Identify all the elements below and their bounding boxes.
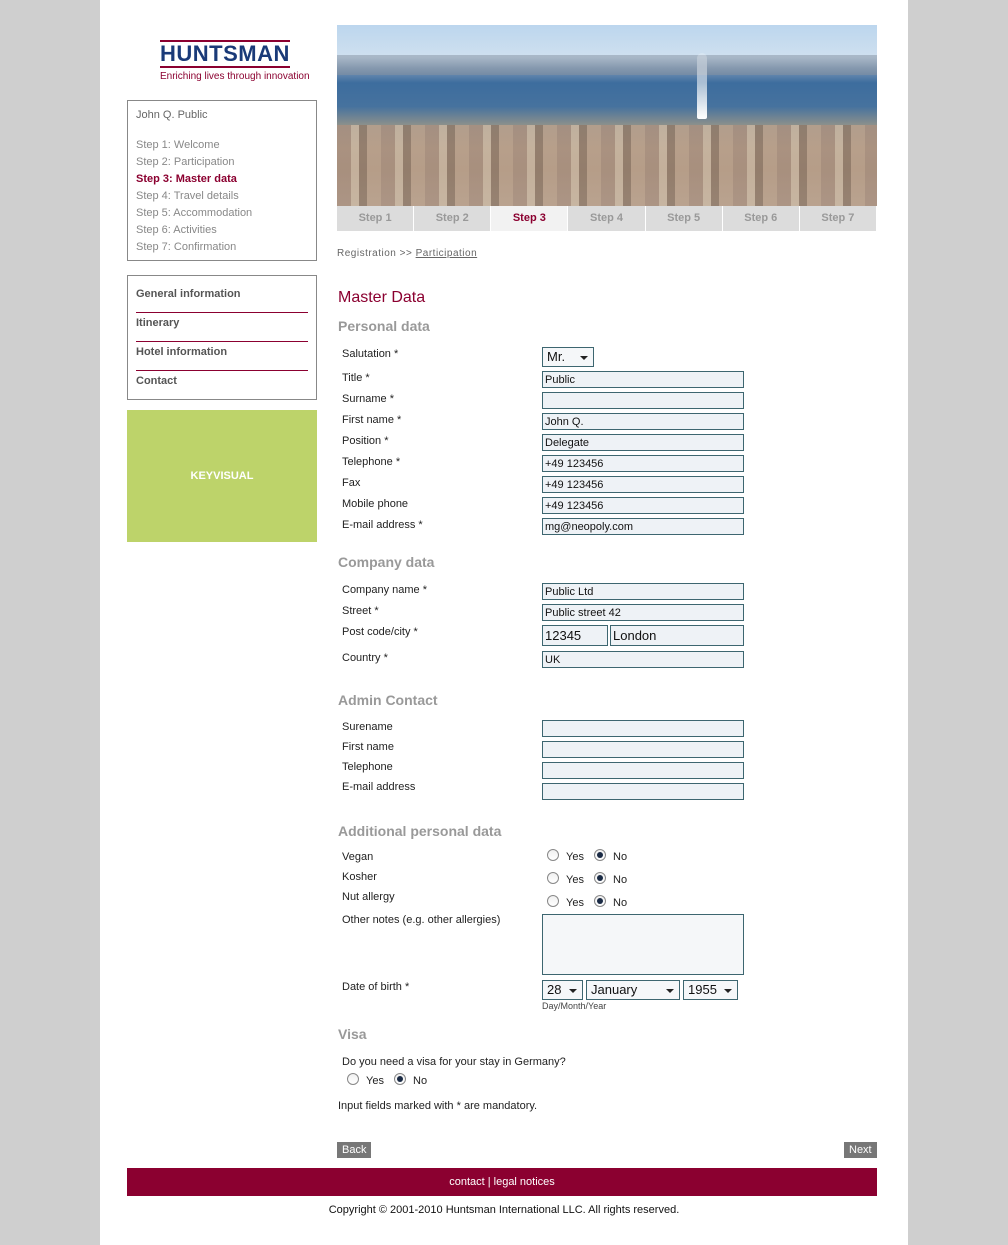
menu-item-hotel-information[interactable]: Hotel information: [136, 342, 308, 371]
tab-step-3[interactable]: Step 3: [491, 206, 568, 231]
copyright: Copyright © 2001-2010 Huntsman International LLC. All rights reserved.: [328, 1204, 680, 1216]
admin-email-input[interactable]: [542, 783, 744, 800]
vegan-no-radio[interactable]: [594, 849, 606, 861]
nut-allergy-label: Nut allergy: [342, 891, 395, 903]
surname-label: Surname *: [342, 393, 394, 405]
kosher-label: Kosher: [342, 871, 377, 883]
company-data-heading: Company data: [338, 554, 435, 570]
footer-links[interactable]: contact | legal notices: [449, 1176, 555, 1188]
tab-step-2[interactable]: Step 2: [414, 206, 491, 231]
visa-question: Do you need a visa for your stay in Germany?: [342, 1056, 566, 1068]
nut-allergy-no-label: No: [613, 897, 628, 909]
banner-fountain: [697, 53, 707, 119]
telephone-input[interactable]: +49 123456: [542, 455, 744, 472]
dob-month-value: January: [591, 982, 638, 997]
dob-year-value: 1955: [688, 982, 717, 997]
visa-no-label: No: [413, 1075, 428, 1087]
vegan-no-label: No: [613, 851, 628, 863]
tab-step-5[interactable]: Step 5: [646, 206, 723, 231]
tab-step-7[interactable]: Step 7: [800, 206, 877, 231]
company-name-label: Company name *: [342, 584, 427, 596]
dob-day-value: 28: [547, 982, 562, 997]
sidebar-step-6[interactable]: Step 6: Activities: [136, 224, 217, 236]
company-name-input[interactable]: Public Ltd: [542, 583, 744, 600]
postcode-input[interactable]: 12345: [542, 625, 608, 646]
kosher-yes-label: Yes: [566, 874, 584, 886]
chevron-down-icon: [724, 989, 732, 993]
vegan-yes-label: Yes: [566, 851, 584, 863]
banner-hills: [337, 55, 877, 75]
mobile-input[interactable]: +49 123456: [542, 497, 744, 514]
other-notes-label: Other notes (e.g. other allergies): [342, 914, 501, 926]
nut-allergy-yes-radio[interactable]: [547, 895, 559, 907]
telephone-label: Telephone *: [342, 456, 401, 468]
breadcrumb-root: Registration: [337, 248, 397, 259]
kosher-yes-radio[interactable]: [547, 872, 559, 884]
country-label: Country *: [342, 652, 388, 664]
fax-input[interactable]: +49 123456: [542, 476, 744, 493]
dob-label: Date of birth *: [342, 981, 410, 993]
tab-step-4[interactable]: Step 4: [568, 206, 645, 231]
header-banner-image: [337, 25, 877, 206]
postcode-city-label: Post code/city *: [342, 626, 418, 638]
nut-allergy-no-radio[interactable]: [594, 895, 606, 907]
sidebar-step-2[interactable]: Step 2: Participation: [136, 156, 235, 168]
admin-firstname-input[interactable]: [542, 741, 744, 758]
admin-surname-input[interactable]: [542, 720, 744, 737]
dob-day-select[interactable]: [542, 980, 583, 1000]
position-label: Position *: [342, 435, 389, 447]
title-input[interactable]: Public: [542, 371, 744, 388]
page: [100, 0, 908, 1245]
kosher-no-radio[interactable]: [594, 872, 606, 884]
admin-surname-label: Surename: [342, 721, 393, 733]
info-menu: [127, 275, 317, 400]
keyvisual-placeholder: KEYVISUAL: [127, 410, 317, 542]
sidebar-step-7[interactable]: Step 7: Confirmation: [136, 241, 237, 253]
visa-yes-radio[interactable]: [347, 1073, 359, 1085]
menu-item-general-information[interactable]: General information: [136, 284, 308, 313]
mobile-label: Mobile phone: [342, 498, 409, 510]
breadcrumb-current[interactable]: Participation: [415, 248, 478, 259]
country-input[interactable]: UK: [542, 651, 744, 668]
nut-allergy-yes-label: Yes: [566, 897, 584, 909]
vegan-label: Vegan: [342, 851, 374, 863]
menu-item-itinerary[interactable]: Itinerary: [136, 313, 308, 342]
fax-label: Fax: [342, 477, 361, 489]
breadcrumb: [337, 248, 477, 259]
sidebar-step-4[interactable]: Step 4: Travel details: [136, 190, 239, 202]
other-notes-textarea[interactable]: [542, 914, 744, 975]
step-navigation: [127, 100, 317, 261]
city-input[interactable]: London: [610, 625, 744, 646]
next-button[interactable]: Next: [844, 1142, 877, 1158]
step-tabs: [337, 206, 877, 231]
salutation-select[interactable]: [542, 347, 594, 367]
visa-yes-label: Yes: [366, 1075, 384, 1087]
mandatory-note: Input fields marked with * are mandatory.: [338, 1100, 538, 1112]
email-input[interactable]: mg@neopoly.com: [542, 518, 744, 535]
tab-step-1[interactable]: Step 1: [337, 206, 414, 231]
admin-email-label: E-mail address: [342, 781, 416, 793]
admin-firstname-label: First name: [342, 741, 394, 753]
admin-telephone-input[interactable]: [542, 762, 744, 779]
visa-heading: Visa: [338, 1026, 367, 1042]
menu-item-contact[interactable]: Contact: [136, 375, 177, 387]
back-button[interactable]: Back: [337, 1142, 371, 1158]
additional-data-heading: Additional personal data: [338, 823, 502, 839]
sidebar-step-5[interactable]: Step 5: Accommodation: [136, 207, 253, 219]
sidebar-step-3[interactable]: Step 3: Master data: [136, 173, 237, 185]
chevron-down-icon: [580, 356, 588, 360]
admin-telephone-label: Telephone: [342, 761, 393, 773]
salutation-value: Mr.: [547, 349, 566, 364]
huntsman-logo[interactable]: [160, 40, 310, 82]
visa-no-radio[interactable]: [394, 1073, 406, 1085]
personal-data-heading: Personal data: [338, 318, 430, 334]
tab-step-6[interactable]: Step 6: [723, 206, 800, 231]
logo-wordmark: HUNTSMAN: [160, 41, 290, 66]
banner-city: [337, 125, 877, 206]
firstname-label: First name *: [342, 414, 402, 426]
dob-year-select[interactable]: [683, 980, 738, 1000]
street-label: Street *: [342, 605, 379, 617]
breadcrumb-separator: >>: [399, 248, 413, 259]
chevron-down-icon: [666, 989, 674, 993]
firstname-input[interactable]: John Q.: [542, 413, 744, 430]
salutation-label: Salutation *: [342, 348, 399, 360]
chevron-down-icon: [569, 989, 577, 993]
email-label: E-mail address *: [342, 519, 423, 531]
position-input[interactable]: Delegate: [542, 434, 744, 451]
street-input[interactable]: Public street 42: [542, 604, 744, 621]
user-name: John Q. Public: [136, 109, 208, 121]
surname-input[interactable]: [542, 392, 744, 409]
footer-bar: [127, 1168, 877, 1196]
dob-month-select[interactable]: [586, 980, 680, 1000]
title-label: Title *: [342, 372, 370, 384]
kosher-no-label: No: [613, 874, 628, 886]
sidebar-step-1[interactable]: Step 1: Welcome: [136, 139, 220, 151]
logo-tagline: Enriching lives through innovation: [160, 71, 310, 82]
page-title: Master Data: [338, 289, 426, 306]
dob-format-hint: Day/Month/Year: [542, 1001, 607, 1011]
admin-contact-heading: Admin Contact: [338, 692, 438, 708]
vegan-yes-radio[interactable]: [547, 849, 559, 861]
